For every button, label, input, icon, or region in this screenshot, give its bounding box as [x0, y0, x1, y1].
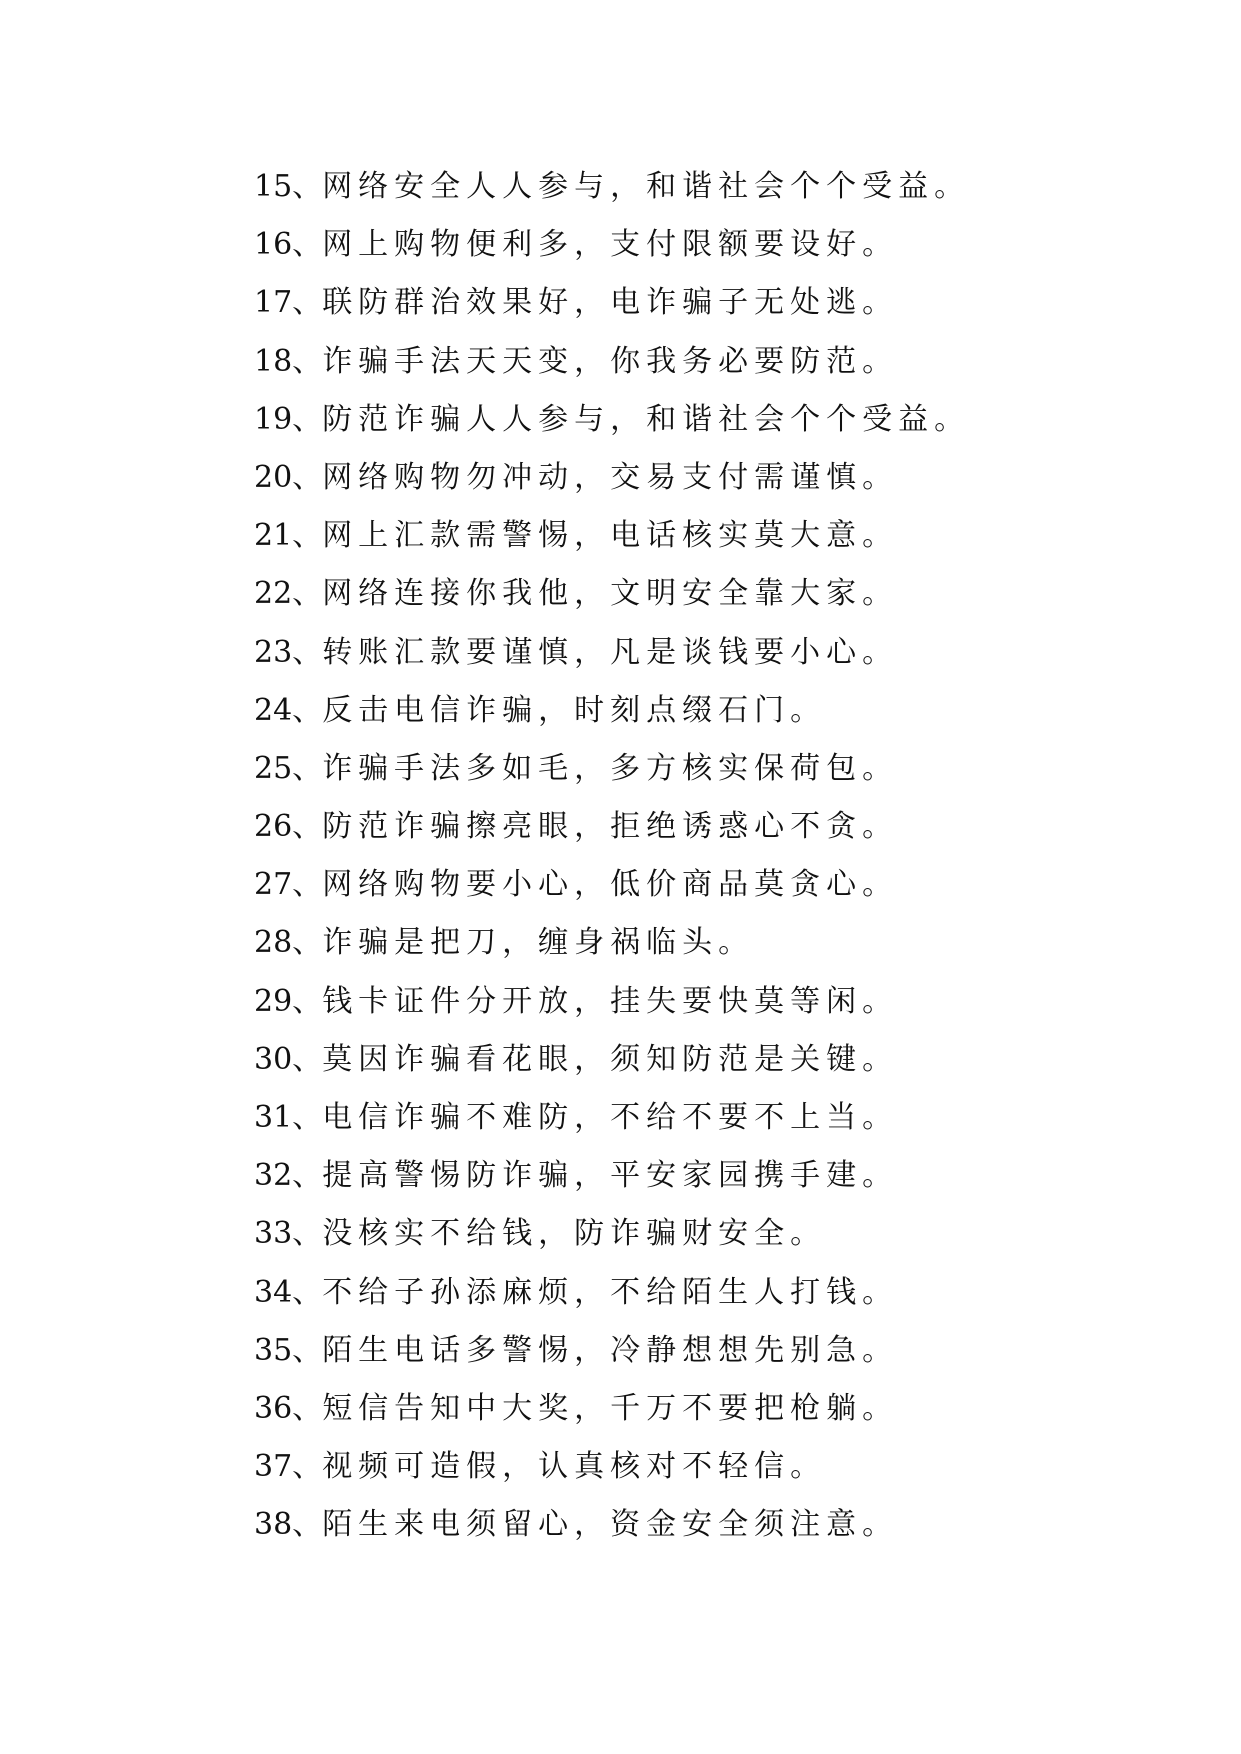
list-item: [254, 1205, 970, 1263]
list-item: [254, 449, 970, 507]
item-text: 短信告知中大奖，千万不要把枪躺。: [322, 1390, 899, 1426]
item-number: 28、: [254, 925, 323, 961]
slogan-list: [254, 158, 970, 1555]
list-item: [254, 682, 970, 740]
item-text: 诈骗手法多如毛，多方核实保荷包。: [322, 750, 899, 786]
item-number: 30、: [254, 1041, 323, 1077]
item-number: 19、: [254, 401, 323, 437]
item-number: 35、: [254, 1332, 323, 1368]
list-item: [254, 973, 970, 1031]
item-number: 22、: [254, 576, 323, 612]
item-text: 网络购物要小心，低价商品莫贪心。: [322, 867, 899, 903]
item-text: 网上汇款需警惕，电话核实莫大意。: [322, 518, 899, 554]
item-text: 网上购物便利多，支付限额要设好。: [322, 227, 899, 263]
list-item: [254, 1147, 970, 1205]
item-number: 37、: [254, 1449, 323, 1485]
list-item: [254, 798, 970, 856]
list-item: [254, 158, 970, 216]
item-number: 25、: [254, 750, 323, 786]
item-text: 没核实不给钱，防诈骗财安全。: [322, 1216, 827, 1252]
item-text: 转账汇款要谨慎，凡是谈钱要小心。: [322, 634, 899, 670]
item-number: 31、: [254, 1100, 323, 1135]
list-item: [254, 624, 970, 682]
list-item: [254, 1089, 970, 1147]
item-text: 网络安全人人参与，和谐社会个个受益。: [322, 169, 971, 204]
item-text: 防范诈骗擦亮眼，拒绝诱惑心不贪。: [322, 809, 899, 845]
item-number: 18、: [254, 343, 323, 379]
list-item: [254, 1438, 970, 1496]
item-number: 21、: [254, 518, 323, 554]
list-item: [254, 333, 970, 391]
list-item: [254, 740, 970, 798]
item-number: 33、: [254, 1216, 323, 1252]
item-number: 29、: [254, 983, 323, 1019]
item-text: 反击电信诈骗，时刻点缀石门。: [322, 692, 827, 728]
item-text: 联防群治效果好，电诈骗子无处逃。: [322, 285, 899, 321]
list-item: [254, 391, 970, 449]
list-item: [254, 1031, 970, 1089]
item-text: 视频可造假，认真核对不轻信。: [322, 1449, 827, 1485]
list-item: [254, 1264, 970, 1322]
item-text: 莫因诈骗看花眼，须知防范是关键。: [322, 1041, 899, 1077]
item-text: 陌生电话多警惕，冷静想想先别急。: [322, 1332, 899, 1368]
item-number: 36、: [254, 1390, 323, 1426]
item-text: 网络连接你我他，文明安全靠大家。: [322, 576, 899, 612]
list-item: [254, 565, 970, 623]
item-text: 陌生来电须留心，资金安全须注意。: [322, 1507, 899, 1543]
item-text: 提高警惕防诈骗，平安家园携手建。: [322, 1158, 899, 1194]
item-text: 网络购物勿冲动，交易支付需谨慎。: [322, 459, 899, 495]
item-text: 诈骗是把刀，缠身祸临头。: [322, 925, 755, 961]
list-item: [254, 856, 970, 914]
list-item: [254, 1380, 970, 1438]
list-item: [254, 1322, 970, 1380]
item-text: 电信诈骗不难防，不给不要不上当。: [322, 1100, 899, 1135]
list-item: [254, 507, 970, 565]
list-item: [254, 914, 970, 972]
item-number: 23、: [254, 634, 323, 670]
item-text: 钱卡证件分开放，挂失要快莫等闲。: [322, 983, 899, 1019]
item-number: 27、: [254, 867, 323, 903]
item-text: 防范诈骗人人参与，和谐社会个个受益。: [322, 401, 971, 437]
item-number: 34、: [254, 1274, 323, 1310]
item-number: 15、: [254, 169, 323, 204]
list-item: [254, 216, 970, 274]
item-number: 20、: [254, 459, 323, 495]
item-number: 16、: [254, 227, 323, 263]
list-item: [254, 274, 970, 332]
item-number: 17、: [254, 285, 323, 321]
item-number: 24、: [254, 692, 323, 728]
item-number: 26、: [254, 809, 323, 845]
list-item: [254, 1496, 970, 1554]
item-number: 32、: [254, 1158, 323, 1194]
item-number: 38、: [254, 1507, 323, 1543]
item-text: 不给子孙添麻烦，不给陌生人打钱。: [322, 1274, 899, 1310]
item-text: 诈骗手法天天变，你我务必要防范。: [322, 343, 899, 379]
